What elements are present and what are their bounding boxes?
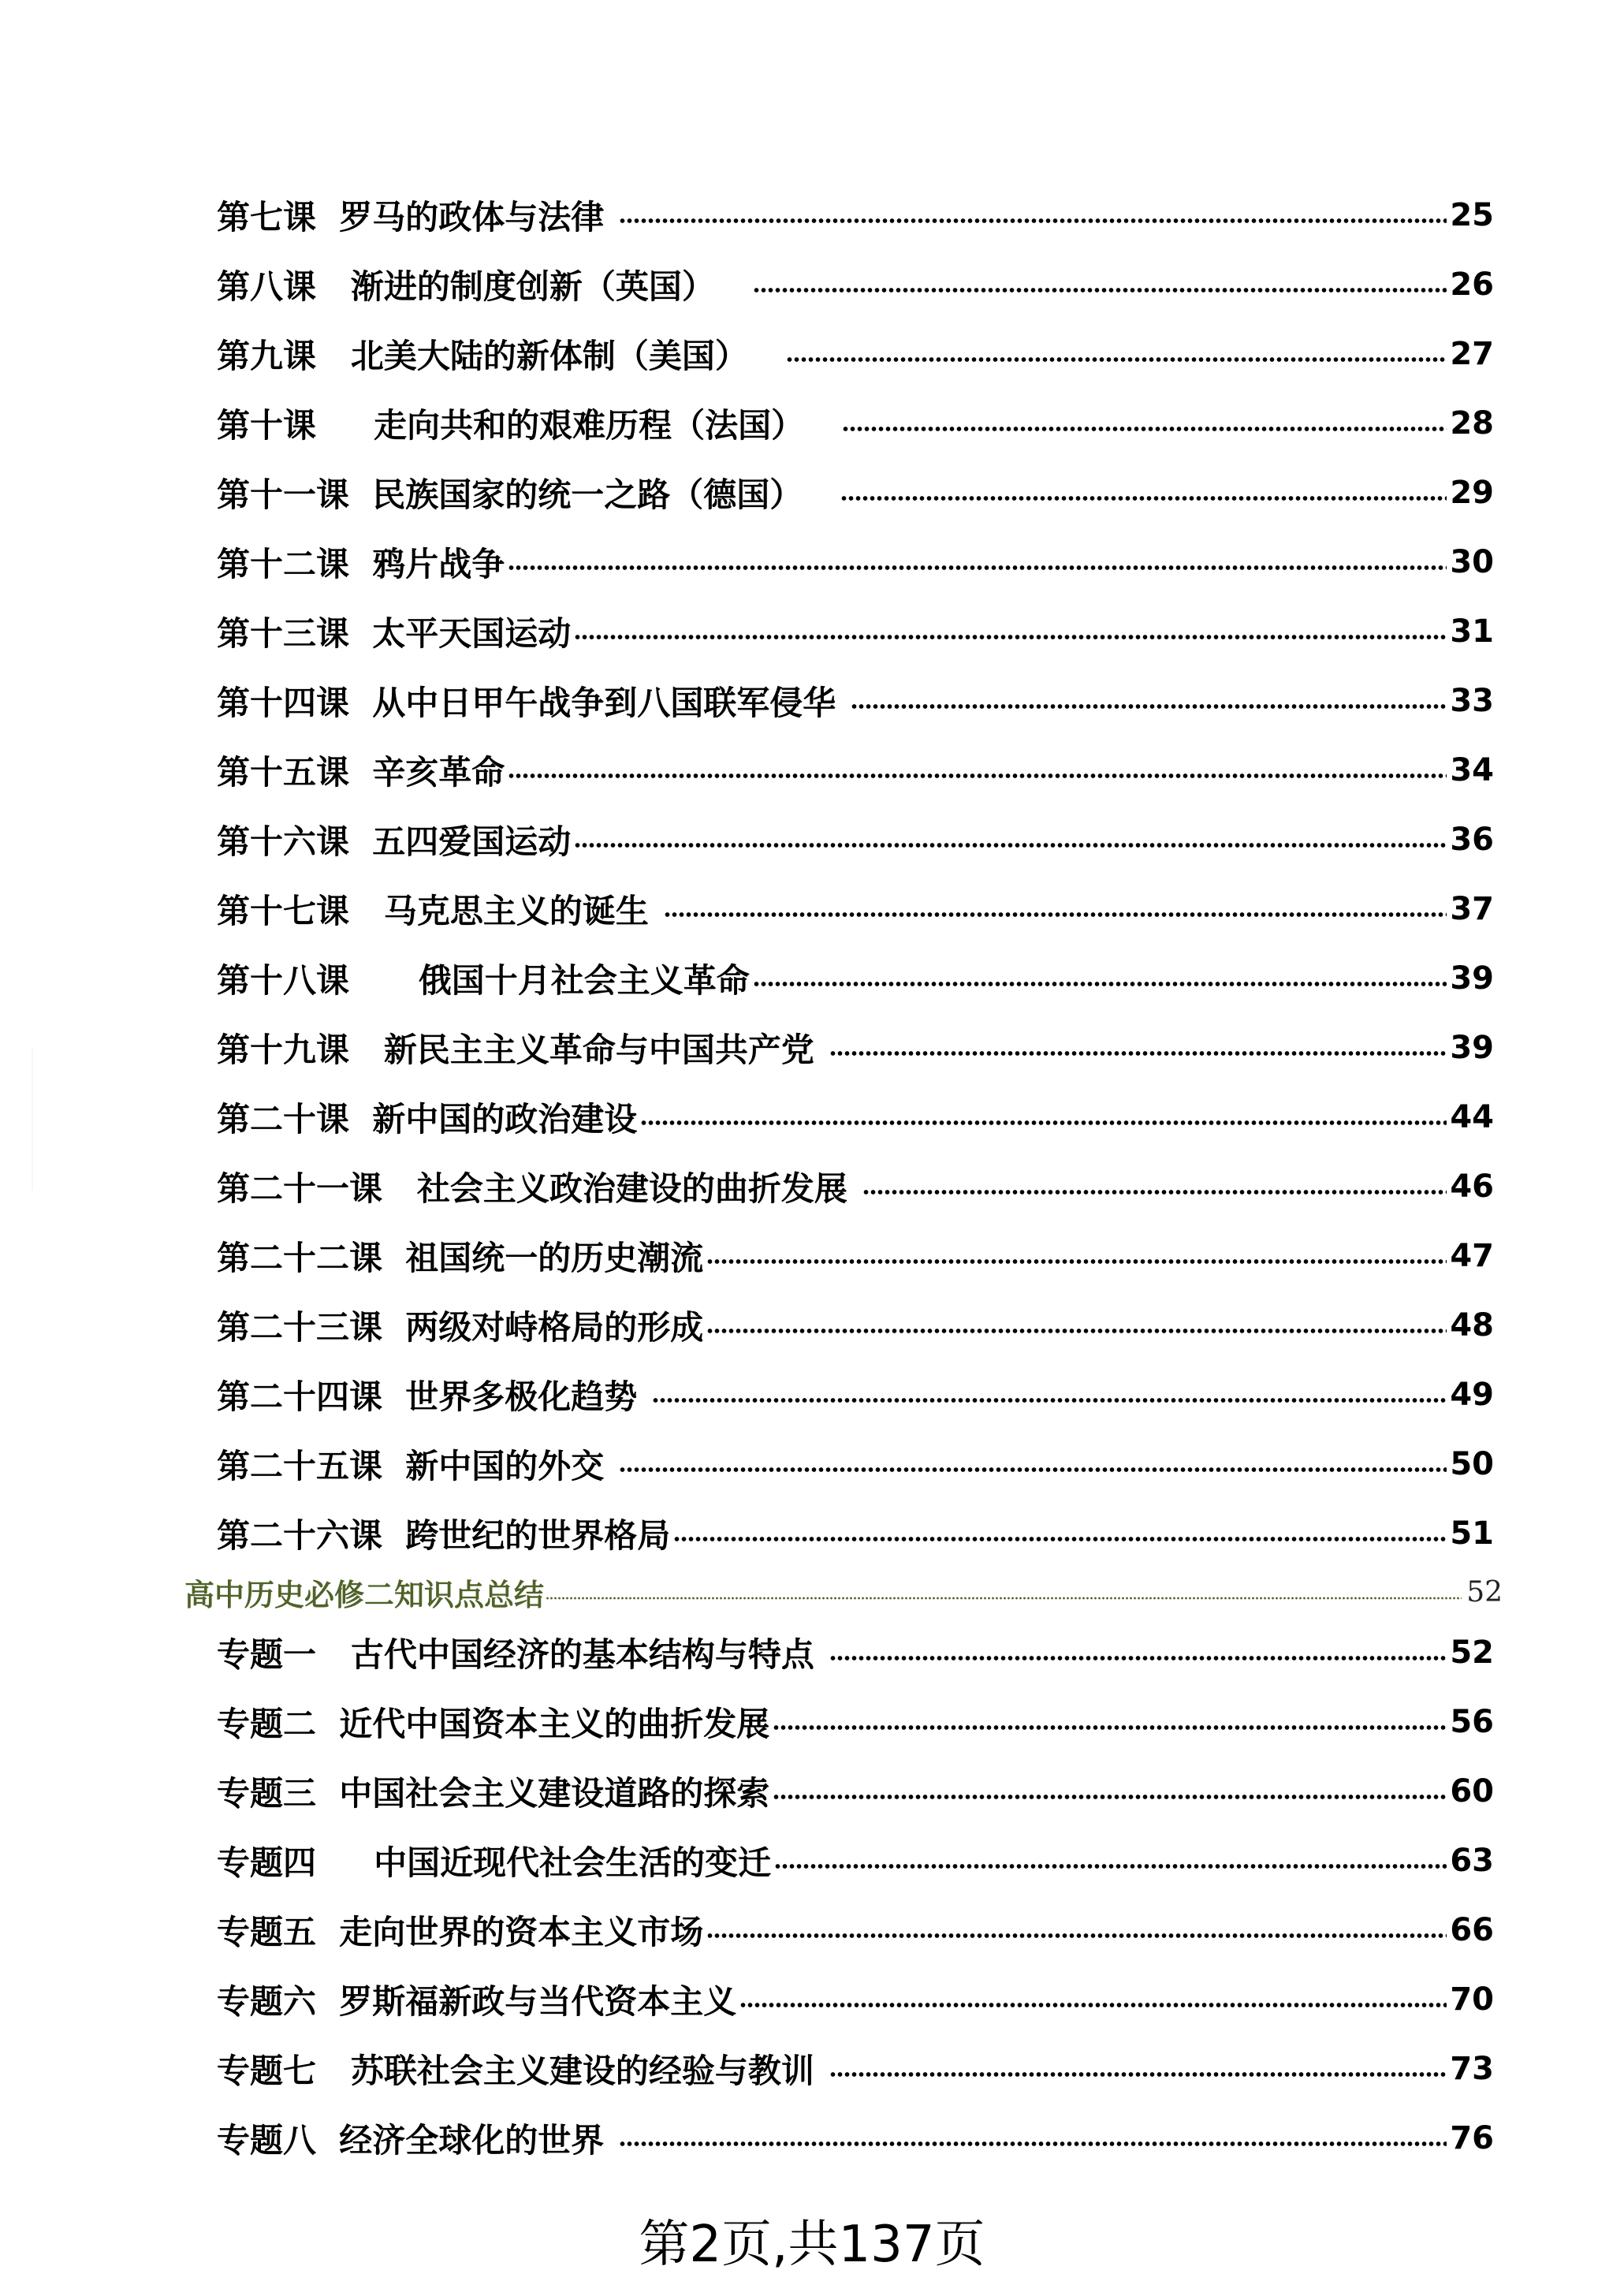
toc-entry-title: 专题三 中国社会主义建设道路的探索 [217, 1774, 770, 1813]
toc-entry-title: 专题七 苏联社会主义建设的经验与教训 [217, 2052, 826, 2090]
toc-entry-title: 第七课 罗马的政体与法律 [217, 198, 616, 237]
toc-entry-page: 37 [1450, 891, 1494, 927]
toc-entry-title: 第十一课 民族国家的统一之路（德国） [217, 475, 838, 514]
toc-entry-title: 第八课 渐进的制度创新（英国） [217, 267, 750, 306]
dot-leader [574, 842, 1447, 848]
toc-entry[interactable] [217, 747, 1494, 794]
toc-entry-title: 第十七课 马克思主义的诞生 [217, 892, 661, 930]
toc-entry-page: 31 [1450, 613, 1494, 650]
toc-entry[interactable] [217, 955, 1494, 1002]
toc-entry-title: 专题六 罗斯福新政与当代资本主义 [217, 1982, 737, 2021]
toc-entry-title: 第十四课 从中日甲午战争到八国联军侵华 [217, 684, 847, 722]
toc-entry[interactable] [217, 1302, 1494, 1349]
toc-entry-page: 73 [1450, 2051, 1494, 2087]
dot-leader [786, 356, 1447, 363]
toc-entry[interactable] [217, 400, 1494, 447]
dot-leader [773, 1794, 1447, 1800]
toc-entry-page: 26 [1450, 266, 1494, 303]
toc-entry-page: 66 [1450, 1912, 1494, 1948]
toc-entry[interactable] [217, 2115, 1494, 2162]
toc-entry-page: 47 [1450, 1238, 1494, 1274]
toc-entry-page: 39 [1450, 960, 1494, 997]
toc-entry-title: 专题四 中国近现代社会生活的变迁 [217, 1843, 772, 1882]
toc-entry[interactable] [217, 1094, 1494, 1141]
toc-entry-page: 29 [1450, 475, 1494, 511]
toc-entry[interactable] [217, 1698, 1494, 1746]
dot-leader [664, 911, 1447, 918]
toc-entry-page: 27 [1450, 336, 1494, 372]
toc-entry[interactable] [217, 1629, 1494, 1676]
toc-entry-page: 52 [1466, 1575, 1503, 1608]
toc-entry-page: 46 [1450, 1168, 1494, 1205]
toc-entry[interactable] [217, 1768, 1494, 1815]
toc-entry-title: 第十八课 俄国十月社会主义革命 [217, 961, 750, 1000]
dot-leader [673, 1536, 1447, 1542]
toc-entry[interactable] [217, 330, 1494, 378]
dot-leader [739, 2002, 1447, 2008]
dot-leader [619, 1467, 1447, 1473]
dot-leader [753, 981, 1447, 987]
dot-leader [862, 1189, 1447, 1195]
toc-entry[interactable] [217, 1837, 1494, 1884]
toc-entry-page: 44 [1450, 1099, 1494, 1135]
toc-entry-page: 50 [1450, 1446, 1494, 1482]
toc-entry-page: 51 [1450, 1515, 1494, 1552]
toc-entry-page: 25 [1450, 197, 1494, 233]
dot-leader [508, 565, 1447, 571]
toc-entry[interactable] [217, 261, 1494, 308]
toc-entry-title: 第二十一课 社会主义政治建设的曲折发展 [217, 1169, 859, 1208]
toc-entry-title: 第二十课 新中国的政治建设 [217, 1100, 638, 1139]
toc-entry-title: 专题二 近代中国资本主义的曲折发展 [217, 1705, 770, 1743]
toc-entry-page: 39 [1450, 1030, 1494, 1066]
toc-entry-title: 第九课 北美大陆的新体制（美国） [217, 337, 783, 375]
page-footer: 第2页,共137页 [639, 2216, 985, 2274]
toc-entry[interactable] [217, 1163, 1494, 1210]
toc-entry-title: 专题一 古代中国经济的基本结构与特点 [217, 1635, 826, 1674]
toc-entry[interactable] [217, 1906, 1494, 1954]
toc-entry[interactable] [217, 677, 1494, 725]
dot-leader [829, 2071, 1447, 2078]
toc-entry[interactable] [217, 1976, 1494, 2023]
dot-leader [773, 1724, 1447, 1731]
toc-entry-page: 33 [1450, 683, 1494, 719]
toc-entry-page: 49 [1450, 1377, 1494, 1413]
toc-entry-title: 第十五课 辛亥革命 [217, 753, 505, 792]
toc-entry-page: 56 [1450, 1704, 1494, 1740]
toc-entry-page: 36 [1450, 822, 1494, 858]
toc-entry-page: 30 [1450, 544, 1494, 580]
dot-leader [619, 218, 1447, 224]
toc-entry-page: 28 [1450, 405, 1494, 442]
toc-entry[interactable] [217, 1510, 1494, 1557]
toc-entry[interactable] [217, 1232, 1494, 1280]
toc-entry-title: 第十六课 五四爱国运动 [217, 822, 572, 861]
dot-leader [829, 1050, 1447, 1057]
toc-entry[interactable] [217, 469, 1494, 516]
toc-entry[interactable] [217, 608, 1494, 655]
toc-entry-title: 高中历史必修二知识点总结 [184, 1577, 545, 1612]
toc-entry[interactable] [217, 192, 1494, 239]
scan-artifact [32, 1049, 104, 1191]
toc-entry-page: 60 [1450, 1773, 1494, 1810]
toc-entry-title: 专题五 走向世界的资本主义市场 [217, 1913, 704, 1951]
toc-entry[interactable] [217, 2045, 1494, 2093]
toc-entry-page: 76 [1450, 2120, 1494, 2156]
dot-leader [619, 2141, 1447, 2147]
dot-leader [508, 773, 1447, 779]
toc-entry-page: 48 [1450, 1307, 1494, 1344]
toc-entry-page: 34 [1450, 752, 1494, 788]
dot-leader [840, 495, 1447, 501]
toc-entry-page: 63 [1450, 1843, 1494, 1879]
dot-leader [652, 1397, 1447, 1403]
toc-entry-title: 第二十五课 新中国的外交 [217, 1447, 616, 1485]
dot-leader [706, 1258, 1447, 1265]
dot-leader [753, 287, 1447, 293]
toc-entry[interactable] [217, 1441, 1494, 1488]
toc-entry[interactable] [217, 816, 1494, 863]
toc-section-heading[interactable] [184, 1568, 1503, 1616]
toc-entry-title: 第二十三课 两级对峙格局的形成 [217, 1308, 704, 1347]
dot-leader [706, 1328, 1447, 1334]
dot-leader [829, 1655, 1447, 1661]
dot-leader [574, 634, 1447, 640]
dot-leader [546, 1597, 1462, 1600]
dot-leader [640, 1120, 1447, 1126]
toc-entry-title: 专题八 经济全球化的世界 [217, 2121, 616, 2160]
dot-leader [774, 1863, 1447, 1869]
toc-entry-title: 第十二课 鸦片战争 [217, 545, 505, 583]
toc-entry-title: 第十九课 新民主主义革命与中国共产党 [217, 1031, 826, 1069]
toc-entry-title: 第二十二课 祖国统一的历史潮流 [217, 1239, 704, 1277]
toc-entry-title: 第二十四课 世界多极化趋势 [217, 1377, 649, 1416]
toc-entry[interactable] [217, 539, 1494, 586]
toc-entry-title: 第十课 走向共和的艰难历程（法国） [217, 406, 839, 445]
dot-leader [706, 1933, 1447, 1939]
toc-entry-title: 第十三课 太平天国运动 [217, 614, 572, 653]
toc-entry[interactable] [217, 885, 1494, 933]
toc-entry-page: 52 [1450, 1634, 1494, 1671]
toc-entry-title: 第二十六课 跨世纪的世界格局 [217, 1516, 671, 1555]
dot-leader [851, 703, 1447, 710]
toc-entry[interactable] [217, 1024, 1494, 1072]
toc-entry[interactable] [217, 1371, 1494, 1418]
dot-leader [842, 426, 1447, 432]
toc-entry-page: 70 [1450, 1981, 1494, 2018]
